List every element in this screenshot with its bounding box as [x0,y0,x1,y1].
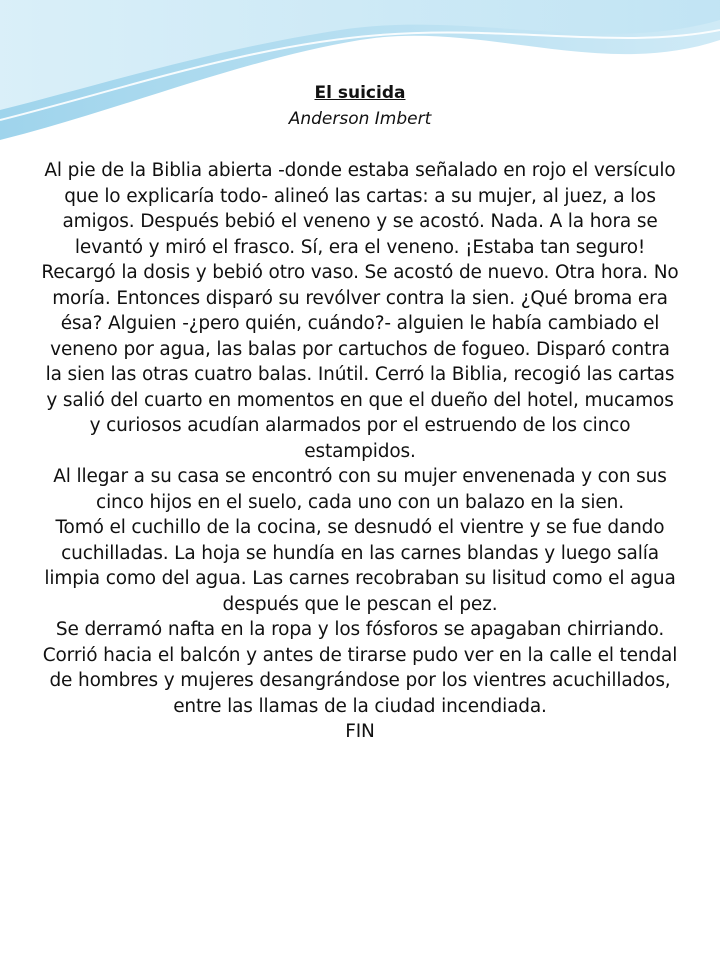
document-body [40,80,680,745]
paragraph: Al pie de la Biblia abierta -donde estaba señalado en rojo el versículo que lo explicaría todo- alineó las cartas: a su mujer, al juez, a los amigos. Después bebió el veneno y se acostó. Nada. A la hora se levantó y miró el frasco. Sí, era el veneno. ¡Estaba tan seguro! Recargó la dosis y bebió otro vaso. Se acostó de nuevo. Otra hora. No moría. Entonces disparó su revólver contra la sien. ¿Qué broma era ésa? Alguien -¿pero quién, cuándo?- alguien le había cambiado el veneno por agua, las balas por cartuchos de fogueo. Disparó contra la sien las otras cuatro balas. Inútil. Cerró la Biblia, recogió las cartas y salió del cuarto en momentos en que el dueño del hotel, mucamos y curiosos acudían alarmados por el estruendo de los cinco estampidos. [41,160,679,462]
end-mark: FIN [345,721,375,742]
paragraph: Se derramó nafta en la ropa y los fósforos se apagaban chirriando. [55,619,665,640]
paragraph: Tomó el cuchillo de la cocina, se desnudó el vientre y se fue dando cuchilladas. La hoja se hundía en las carnes blandas y luego salía limpia como del agua. Las carnes recobraban su lisitud como el agua después que le pescan el pez. [44,517,676,615]
paragraph: Corrió hacia el balcón y antes de tirarse pudo ver en la calle el tendal de hombres y mujeres desangrándose por los vientres acuchillados, entre las llamas de la ciudad incendiada. [42,644,678,717]
document-title: El suicida [314,83,406,103]
document-author: Anderson Imbert [288,109,432,129]
paragraph: Al llegar a su casa se encontró con su mujer envenenada y con sus cinco hijos en el suelo, cada uno con un balazo en la sien. [53,466,667,513]
